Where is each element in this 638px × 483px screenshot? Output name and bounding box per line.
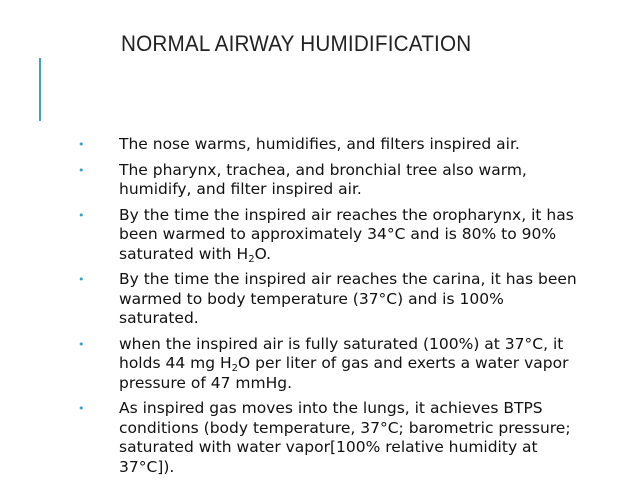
bullet-text: The nose warms, humidifies, and filters inspired air.: [119, 135, 520, 153]
bullet-list: [78, 135, 578, 483]
bullet-icon: •: [78, 208, 85, 222]
bullet-text-part: By the time the inspired air reaches the oropharynx, it has been warmed to approximately 34°C and is 80% to 90% saturated with H: [119, 205, 574, 263]
bullet-text-part: O.: [254, 244, 272, 263]
bullet-item: [78, 335, 578, 394]
bullet-text: As inspired gas moves into the lungs, it achieves BTPS conditions (body temperature, 37°C; barometric pressure; saturated with water vapor[100% relative humidity at 37°C]).: [119, 399, 571, 476]
bullet-text: [119, 206, 574, 263]
subscript: 2: [231, 363, 238, 374]
bullet-text: The pharynx, trachea, and bronchial tree also warm, humidify, and filter inspired air.: [119, 160, 527, 198]
bullet-item: [78, 206, 578, 265]
bullet-icon: •: [78, 402, 85, 415]
bullet-item: [78, 161, 578, 200]
bullet-item: [78, 270, 578, 329]
bullet-icon: •: [78, 273, 85, 286]
bullet-icon: •: [78, 163, 85, 177]
bullet-icon: •: [78, 337, 85, 351]
slide-title: NORMAL AIRWAY HUMIDIFICATION: [121, 31, 472, 56]
bullet-icon: •: [78, 138, 85, 151]
accent-bar: [39, 58, 41, 121]
bullet-item: [78, 399, 578, 477]
subscript: 2: [248, 253, 255, 265]
bullet-text-part: when the inspired air is fully saturated (100%) at 37°C, it holds 44 mg H: [119, 334, 564, 372]
bullet-item: [78, 135, 578, 155]
bullet-text: [119, 335, 568, 392]
bullet-text-part: O per liter of gas and exerts a water vapor pressure of 47 mmHg.: [119, 354, 569, 392]
bullet-text: By the time the inspired air reaches the carina, it has been warmed to body temperature (37°C) and is 100% saturated.: [119, 270, 577, 327]
